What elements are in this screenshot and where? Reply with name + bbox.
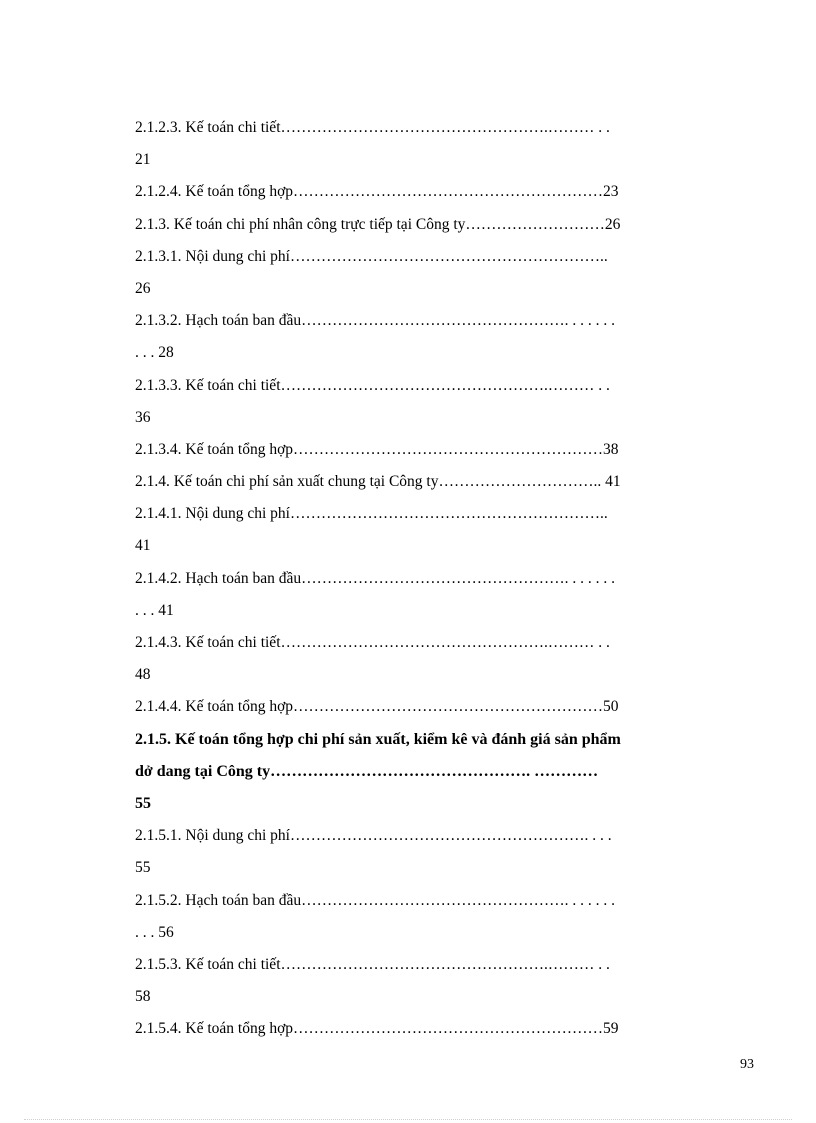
toc-line: 55 bbox=[135, 794, 151, 812]
toc-line: 2.1.3. Kế toán chi phí nhân công trực tiếp tại Công ty………………………26 bbox=[135, 215, 621, 233]
toc-line: . . . 41 bbox=[135, 601, 174, 619]
toc-line: 2.1.5.2. Hạch toán ban đầu……………………………………………. . . . . . . bbox=[135, 891, 616, 909]
toc-line: 2.1.4.2. Hạch toán ban đầu……………………………………………. . . . . . . bbox=[135, 569, 616, 587]
toc-line: 2.1.3.3. Kế toán chi tiết…………………………………………….……… . . bbox=[135, 376, 610, 394]
toc-line: 2.1.3.2. Hạch toán ban đầu……………………………………………. . . . . . . bbox=[135, 312, 616, 330]
toc-line: 2.1.4. Kế toán chi phí sản xuất chung tại Công ty………………………….. 41 bbox=[135, 473, 621, 491]
toc-line: 2.1.3.4. Kế toán tổng hợp……………………………………………………38 bbox=[135, 440, 619, 458]
toc-line: 2.1.4.3. Kế toán chi tiết…………………………………………….……… . . bbox=[135, 634, 610, 651]
toc-line: 26 bbox=[135, 279, 151, 297]
page-number: 93 bbox=[740, 1057, 754, 1072]
toc-line: 58 bbox=[135, 988, 151, 1006]
toc-line: 2.1.3.1. Nội dung chi phí…………………………………………………….. bbox=[135, 247, 608, 265]
toc-line: 2.1.4.1. Nội dung chi phí…………………………………………………….. bbox=[135, 505, 608, 523]
footer-divider bbox=[24, 1119, 792, 1120]
toc-line: 55 bbox=[135, 859, 151, 877]
toc-line: 2.1.5.1. Nội dung chi phí…………………………………………………. . . . bbox=[135, 827, 612, 845]
toc-line: 2.1.5. Kế toán tổng hợp chi phí sản xuất, kiểm kê và đánh giá sản phẩm bbox=[135, 730, 621, 748]
toc-line: 21 bbox=[135, 151, 151, 169]
toc-line: dở dang tại Công ty…………………………………………. ………… bbox=[135, 762, 599, 780]
toc-line: 41 bbox=[135, 537, 151, 555]
toc-line: 2.1.2.4. Kế toán tổng hợp……………………………………………………23 bbox=[135, 183, 619, 201]
toc-line: . . . 56 bbox=[135, 923, 174, 941]
toc-line: 48 bbox=[135, 666, 151, 684]
toc-line: 2.1.4.4. Kế toán tổng hợp……………………………………………………50 bbox=[135, 698, 619, 716]
toc-line: 36 bbox=[135, 408, 151, 426]
toc-line: 2.1.5.4. Kế toán tổng hợp……………………………………………………59 bbox=[135, 1020, 619, 1038]
toc-line: 2.1.2.3. Kế toán chi tiết…………………………………………….……… . . bbox=[135, 119, 610, 136]
toc-line: . . . 28 bbox=[135, 344, 174, 362]
table-of-contents bbox=[135, 112, 747, 1045]
toc-line: 2.1.5.3. Kế toán chi tiết…………………………………………….……… . . bbox=[135, 955, 610, 973]
